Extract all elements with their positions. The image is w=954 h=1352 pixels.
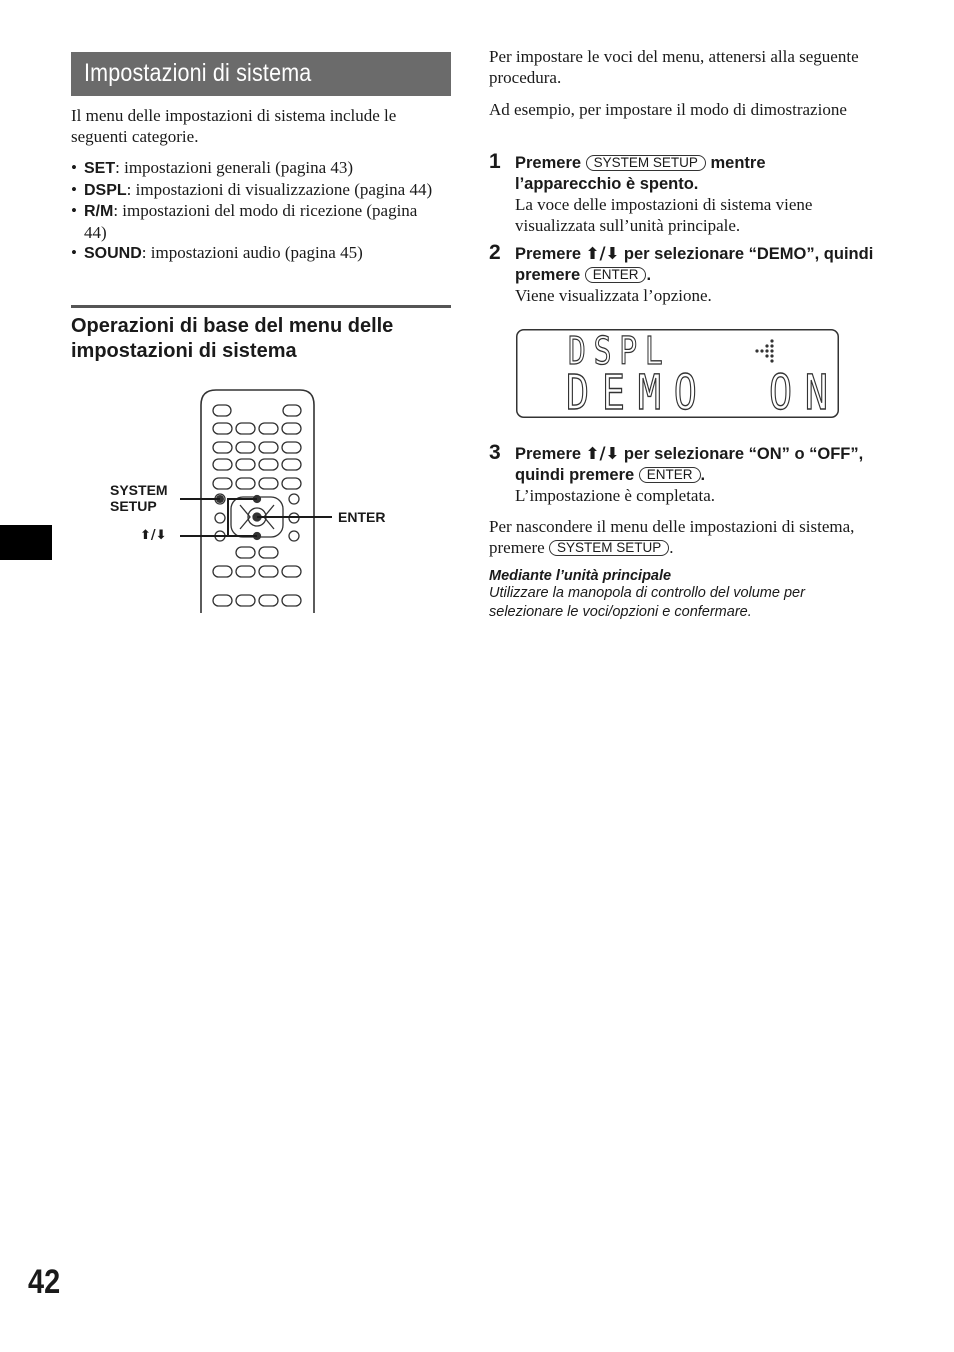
enter-key: ENTER bbox=[639, 467, 701, 483]
section-title: Impostazioni di sistema bbox=[71, 52, 451, 96]
step-1-heading: Premere SYSTEM SETUP mentre l’apparecchio è spento. bbox=[515, 154, 766, 193]
step-2-body: Viene visualizzata l’opzione. bbox=[515, 286, 712, 305]
up-down-arrow-icon: ⬆/⬇ bbox=[585, 444, 620, 463]
note-body: Utilizzare la manopola di controllo del volume per selezionare le voci/opzioni e confermare. bbox=[489, 585, 805, 620]
intro-paragraph: Il menu delle impostazioni di sistema include le seguenti categorie. bbox=[71, 106, 397, 146]
right-intro-2: Ad esempio, per impostare il modo di dimostrazione bbox=[489, 100, 847, 119]
page-number: 42 bbox=[28, 1263, 61, 1301]
step-3-number: 3 bbox=[489, 441, 501, 464]
system-setup-key: SYSTEM SETUP bbox=[549, 540, 669, 556]
category-list bbox=[71, 158, 441, 265]
outro-paragraph: Per nascondere il menu delle impostazioni di sistema, premere SYSTEM SETUP . bbox=[489, 517, 855, 557]
category-item-rm: • R/M: impostazioni del modo di ricezione (pagina 44) bbox=[71, 201, 441, 243]
right-intro-1: Per impostare le voci del menu, attenersi alla seguente procedura. bbox=[489, 47, 859, 87]
category-item-sound: • SOUND: impostazioni audio (pagina 45) bbox=[71, 243, 441, 265]
note-title: Mediante l’unità principale bbox=[489, 568, 672, 584]
lcd-display bbox=[516, 329, 841, 421]
step-3-heading: Premere ⬆/⬇ per selezionare “ON” o “OFF”, quindi premere ENTER . bbox=[515, 444, 864, 484]
system-setup-key: SYSTEM SETUP bbox=[586, 155, 706, 171]
enter-label: ENTER bbox=[338, 509, 386, 525]
category-item-set: • SET: impostazioni generali (pagina 43) bbox=[71, 158, 441, 180]
enter-key: ENTER bbox=[585, 267, 647, 283]
lcd-line-2-right: ON bbox=[769, 365, 841, 421]
section-divider bbox=[71, 305, 451, 308]
step-2-number: 2 bbox=[489, 241, 501, 264]
category-item-dspl: • DSPL: impostazioni di visualizzazione (pagina 44) bbox=[71, 180, 441, 202]
up-down-arrow-icon: ⬆/⬇ bbox=[585, 244, 620, 263]
lcd-line-2-left: DEMO bbox=[566, 365, 710, 421]
section-side-tab bbox=[0, 525, 52, 560]
lcd-line-1: DSPL bbox=[568, 329, 671, 373]
step-1-number: 1 bbox=[489, 150, 501, 173]
step-3-body: L’impostazione è completata. bbox=[515, 486, 715, 505]
subheading: Operazioni di base del menu delle impostazioni di sistema bbox=[71, 315, 394, 362]
system-setup-label: SYSTEM SETUP bbox=[110, 482, 168, 514]
step-1-body: La voce delle impostazioni di sistema viene visualizzata sull’unità principale. bbox=[515, 195, 813, 235]
up-down-arrows-label: ⬆/⬇ bbox=[140, 528, 167, 543]
step-2-heading: Premere ⬆/⬇ per selezionare “DEMO”, quindi premere ENTER . bbox=[515, 244, 874, 284]
